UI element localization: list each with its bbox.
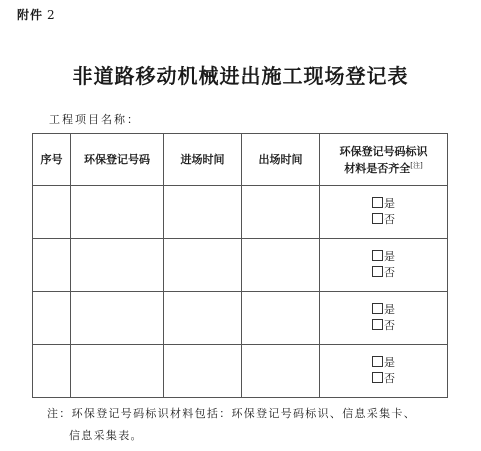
attachment-label: [17, 6, 56, 23]
option-no-label: 否: [384, 372, 395, 385]
col-header-exit-time: 出场时间: [242, 134, 320, 186]
option-no[interactable]: [320, 265, 447, 281]
footnote: [47, 403, 467, 447]
cell-exit-time[interactable]: [242, 345, 320, 398]
table-row: [33, 345, 448, 398]
registration-table: [32, 133, 448, 398]
col-header-materials-line2: 材料是否齐全: [344, 161, 411, 175]
option-yes-label: 是: [384, 303, 395, 316]
footnote-line1: 注：环保登记号码标识材料包括：环保登记号码标识、信息采集卡、: [47, 407, 416, 420]
cell-materials: [320, 239, 448, 292]
cell-entry-time[interactable]: [164, 239, 242, 292]
footnote-line2: 信息采集表。: [69, 429, 143, 442]
note-marker: [注]: [410, 160, 423, 169]
cell-materials: [320, 292, 448, 345]
option-yes[interactable]: [320, 249, 447, 265]
checkbox-no[interactable]: [372, 213, 383, 224]
option-yes-label: 是: [384, 356, 395, 369]
checkbox-yes[interactable]: [372, 197, 383, 208]
checkbox-yes[interactable]: [372, 356, 383, 367]
cell-materials: [320, 186, 448, 239]
cell-index[interactable]: [33, 345, 71, 398]
cell-reg-number[interactable]: [71, 186, 164, 239]
attachment-number: 2: [47, 8, 56, 22]
option-no[interactable]: [320, 371, 447, 387]
cell-reg-number[interactable]: [71, 239, 164, 292]
cell-materials: [320, 345, 448, 398]
cell-exit-time[interactable]: [242, 292, 320, 345]
cell-entry-time[interactable]: [164, 345, 242, 398]
checkbox-no[interactable]: [372, 372, 383, 383]
col-header-index: 序号: [33, 134, 71, 186]
cell-entry-time[interactable]: [164, 292, 242, 345]
checkbox-no[interactable]: [372, 319, 383, 330]
table-row: [33, 292, 448, 345]
option-yes[interactable]: [320, 355, 447, 371]
cell-entry-time[interactable]: [164, 186, 242, 239]
cell-index[interactable]: [33, 292, 71, 345]
col-header-entry-time: 进场时间: [164, 134, 242, 186]
cell-exit-time[interactable]: [242, 186, 320, 239]
cell-reg-number[interactable]: [71, 345, 164, 398]
page-title: 非道路移动机械进出施工现场登记表: [72, 64, 409, 88]
option-yes[interactable]: [320, 302, 447, 318]
attachment-text: 附件: [17, 8, 44, 22]
table-header-row: [33, 134, 448, 186]
option-no-label: 否: [384, 213, 395, 226]
cell-index[interactable]: [33, 186, 71, 239]
col-header-materials-complete: [320, 134, 448, 186]
checkbox-yes[interactable]: [372, 303, 383, 314]
project-name-label: 工程项目名称：: [49, 113, 140, 126]
col-header-materials-line1: 环保登记号码标识: [339, 144, 428, 158]
checkbox-no[interactable]: [372, 266, 383, 277]
option-yes-label: 是: [384, 250, 395, 263]
option-no[interactable]: [320, 212, 447, 228]
cell-reg-number[interactable]: [71, 292, 164, 345]
table-row: [33, 186, 448, 239]
cell-index[interactable]: [33, 239, 71, 292]
option-no-label: 否: [384, 266, 395, 279]
option-yes[interactable]: [320, 196, 447, 212]
col-header-reg-number: 环保登记号码: [71, 134, 164, 186]
cell-exit-time[interactable]: [242, 239, 320, 292]
checkbox-yes[interactable]: [372, 250, 383, 261]
option-no-label: 否: [384, 319, 395, 332]
option-yes-label: 是: [384, 197, 395, 210]
option-no[interactable]: [320, 318, 447, 334]
table-row: [33, 239, 448, 292]
